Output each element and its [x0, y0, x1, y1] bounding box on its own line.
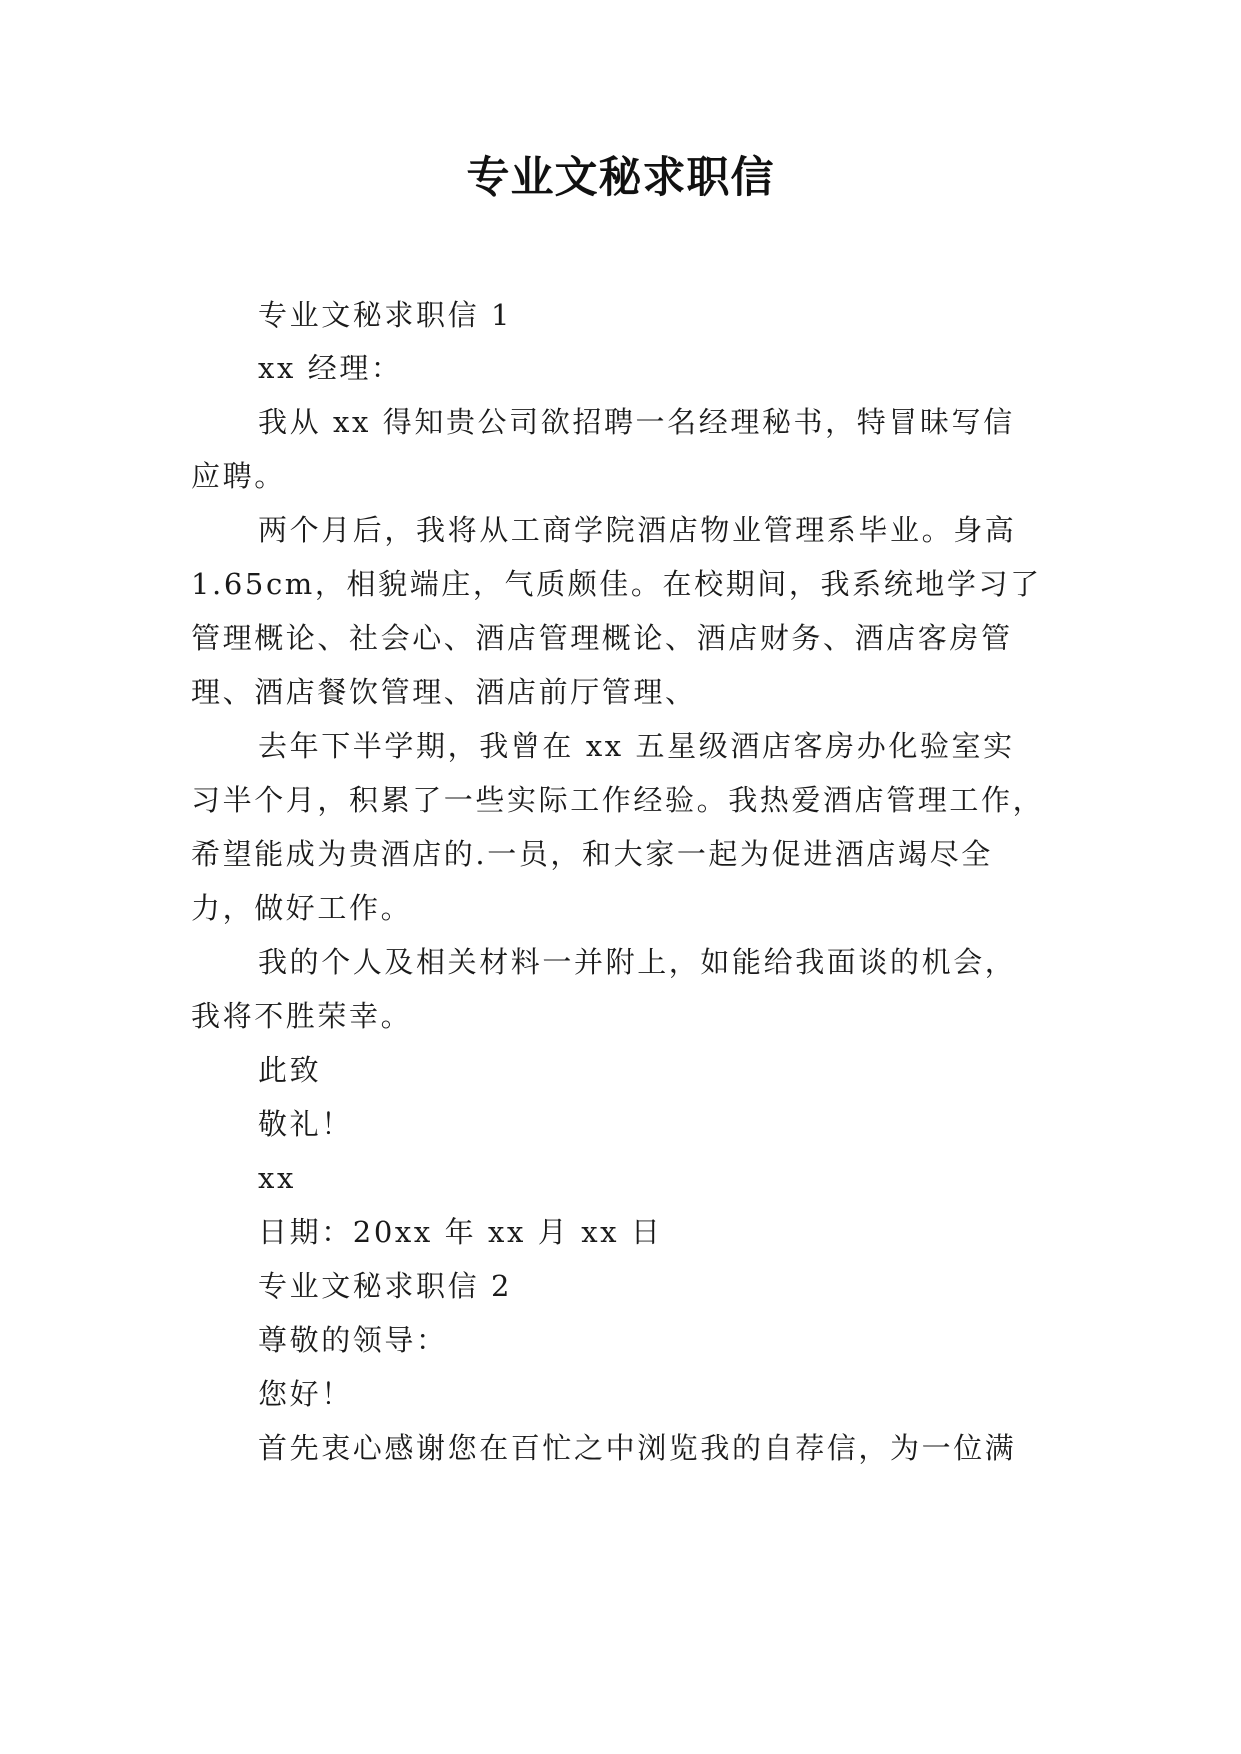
document-title: 专业文秘求职信: [466, 153, 775, 203]
paragraph-line: 首先衷心感谢您在百忙之中浏览我的自荐信，为一位满: [258, 1431, 1017, 1465]
closing-line: 此致: [258, 1053, 322, 1087]
paragraph-line: 力，做好工作。: [191, 891, 413, 925]
salutation-2: 尊敬的领导：: [258, 1323, 448, 1357]
paragraph-line: 理、酒店餐饮管理、酒店前厅管理、: [191, 675, 697, 709]
paragraph-line: 我从 xx 得知贵公司欲招聘一名经理秘书，特冒昧写信: [258, 405, 1015, 439]
paragraph-line: 我的个人及相关材料一并附上，如能给我面谈的机会，: [258, 945, 1017, 979]
paragraph-line: 两个月后，我将从工商学院酒店物业管理系毕业。身高: [258, 513, 1017, 547]
date-line: 日期：20xx 年 xx 月 xx 日: [258, 1215, 663, 1249]
greeting: 您好！: [258, 1377, 353, 1411]
paragraph-line: 去年下半学期，我曾在 xx 五星级酒店客房办化验室实: [258, 729, 1015, 763]
paragraph-line: 我将不胜荣幸。: [191, 999, 413, 1033]
section-heading-2: 专业文秘求职信 2: [258, 1269, 513, 1303]
closing-line: 敬礼！: [258, 1107, 353, 1141]
signature: xx: [258, 1161, 296, 1195]
paragraph-line: 1.65cm，相貌端庄，气质颇佳。在校期间，我系统地学习了: [191, 567, 1042, 601]
paragraph-line: 管理概论、社会心、酒店管理概论、酒店财务、酒店客房管: [191, 621, 1013, 655]
paragraph-line: 习半个月，积累了一些实际工作经验。我热爱酒店管理工作，: [191, 783, 1045, 817]
salutation-1: xx 经理：: [258, 351, 403, 385]
paragraph-line: 希望能成为贵酒店的.一员，和大家一起为促进酒店竭尽全: [191, 837, 993, 871]
section-heading-1: 专业文秘求职信 1: [258, 298, 513, 332]
paragraph-line: 应聘。: [191, 459, 286, 493]
